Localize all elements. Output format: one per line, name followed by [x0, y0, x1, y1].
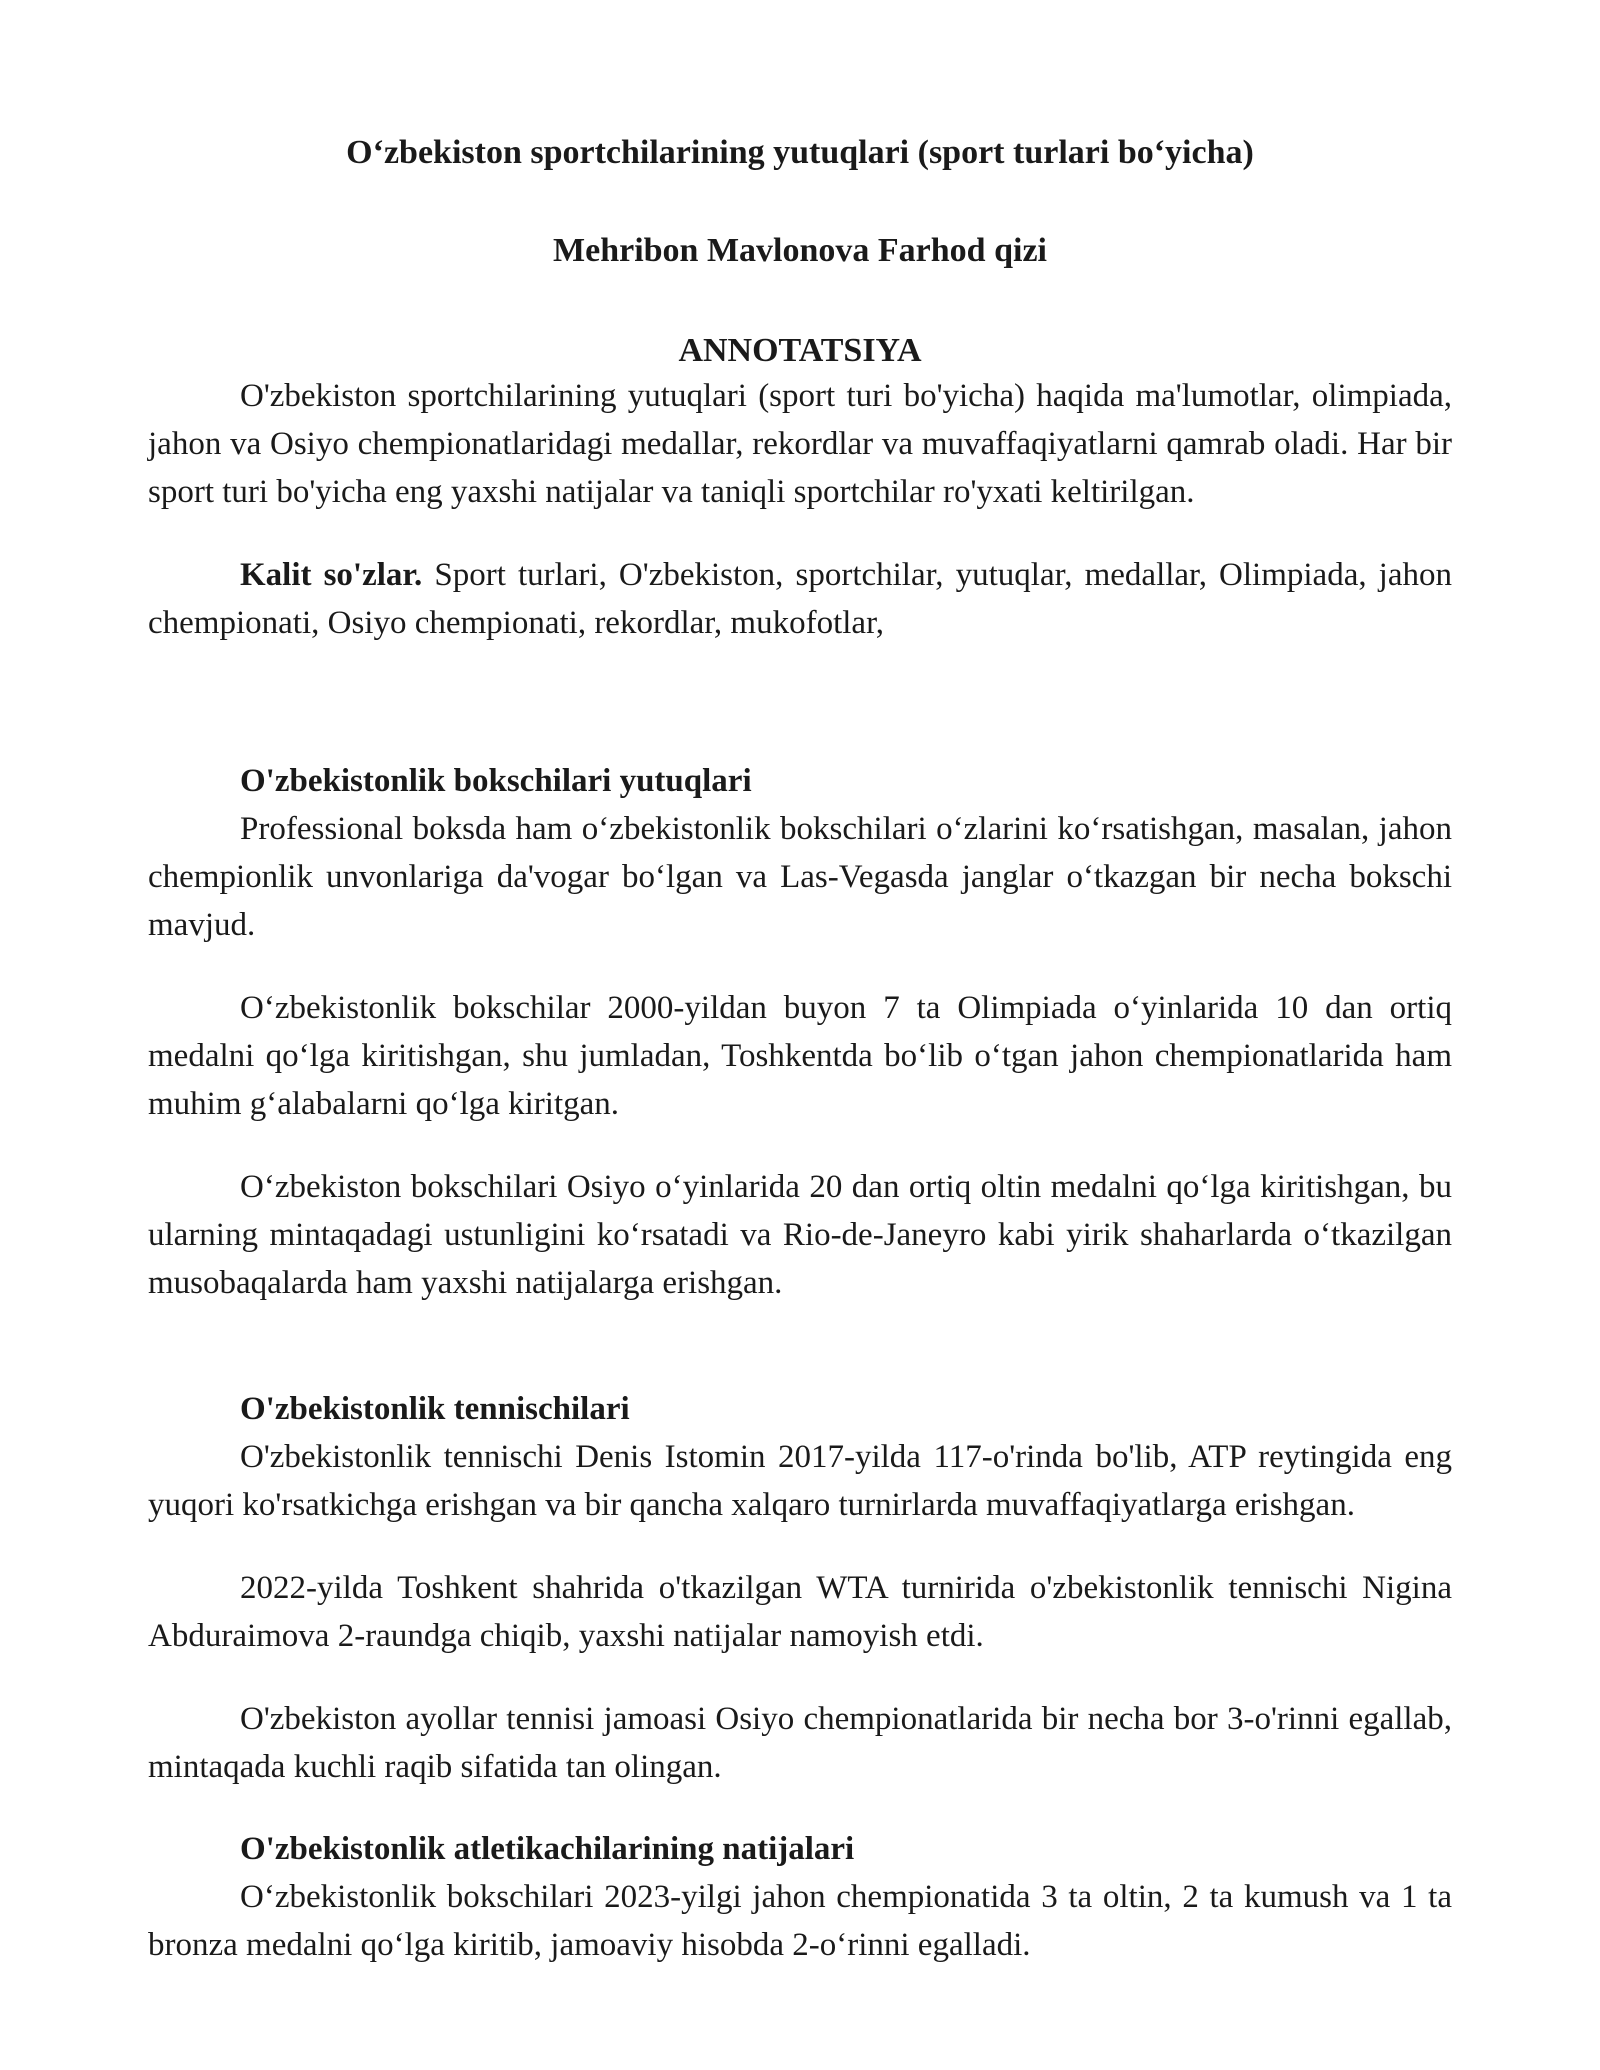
section-heading-boxing: O'zbekistonlik bokschilari yutuqlari: [240, 763, 752, 799]
tennis-paragraph-3: O'zbekiston ayollar tennisi jamoasi Osiyo chempionatlarida bir necha bor 3-o'rinni egallab, mintaqada kuchli raqib sifatida tan olingan.: [148, 1701, 1452, 1785]
athletics-paragraph-1: O‘zbekistonlik bokschilari 2023-yilgi jahon chempionatida 3 ta oltin, 2 ta kumush va 1 ta bronza medalni qo‘lga kiritib, jamoaviy hisobda 2-o‘rinni egalladi.: [148, 1879, 1452, 1963]
boxing-paragraph-3: O‘zbekiston bokschilari Osiyo o‘yinlarida 20 dan ortiq oltin medalni qo‘lga kiritishgan, bu ularning mintaqadagi ustunligini ko‘rsatadi va Rio-de-Janeyro kabi yirik shaharlarda o‘tkazilgan musobaqalarda ham yaxshi natijalarga erishgan.: [148, 1169, 1452, 1301]
section-heading-tennis: O'zbekistonlik tennischilari: [240, 1391, 630, 1427]
annotation-text: O'zbekiston sportchilarining yutuqlari (sport turi bo'yicha) haqida ma'lumotlar, olimpiada, jahon va Osiyo chempionatlaridagi medallar, rekordlar va muvaffaqiyatlarni qamrab oladi. Har bir sport turi bo'yicha eng yaxshi natijalar va taniqli sportchilar ro'yxati keltirilgan.: [148, 378, 1452, 510]
boxing-paragraph-1: Professional boksda ham o‘zbekistonlik bokschilari o‘zlarini ko‘rsatishgan, masalan, jahon chempionlik unvonlariga da'vogar bo‘lgan va Las-Vegasda janglar o‘tkazgan bir necha bokschi mavjud.: [148, 811, 1452, 943]
tennis-paragraph-2: 2022-yilda Toshkent shahrida o'tkazilgan WTA turnirida o'zbekistonlik tennischi Nigina Abduraimova 2-raundga chiqib, yaxshi natijalar namoyish etdi.: [148, 1570, 1452, 1654]
author-name: Mehribon Mavlonova Farhod qizi: [553, 232, 1047, 269]
document-page: [148, 0, 1452, 1969]
section-heading-athletics: O'zbekistonlik atletikachilarining natijalari: [240, 1831, 855, 1867]
keywords-paragraph: [148, 551, 1452, 647]
tennis-paragraph-1: O'zbekistonlik tennischi Denis Istomin 2017-yilda 117-o'rinda bo'lib, ATP reytingida eng yuqori ko'rsatkichga erishgan va bir qancha xalqaro turnirlarda muvaffaqiyatlarga erishgan.: [148, 1439, 1452, 1523]
annotation-heading: ANNOTATSIYA: [678, 332, 922, 369]
keywords-label: Kalit so'zlar.: [240, 557, 423, 593]
document-title: O‘zbekiston sportchilarining yutuqlari (sport turlari bo‘yicha): [346, 134, 1254, 171]
keywords-text: Sport turlari, O'zbekiston, sportchilar, yutuqlar, medallar, Olimpiada, jahon chempionati, Osiyo chempionati, rekordlar, mukofotlar,: [148, 557, 1452, 641]
boxing-paragraph-2: O‘zbekistonlik bokschilar 2000-yildan buyon 7 ta Olimpiada o‘yinlarida 10 dan ortiq medalni qo‘lga kiritishgan, shu jumladan, Toshkentda bo‘lib o‘tgan jahon chempionatlarida ham muhim g‘alabalarni qo‘lga kiritgan.: [148, 990, 1452, 1122]
